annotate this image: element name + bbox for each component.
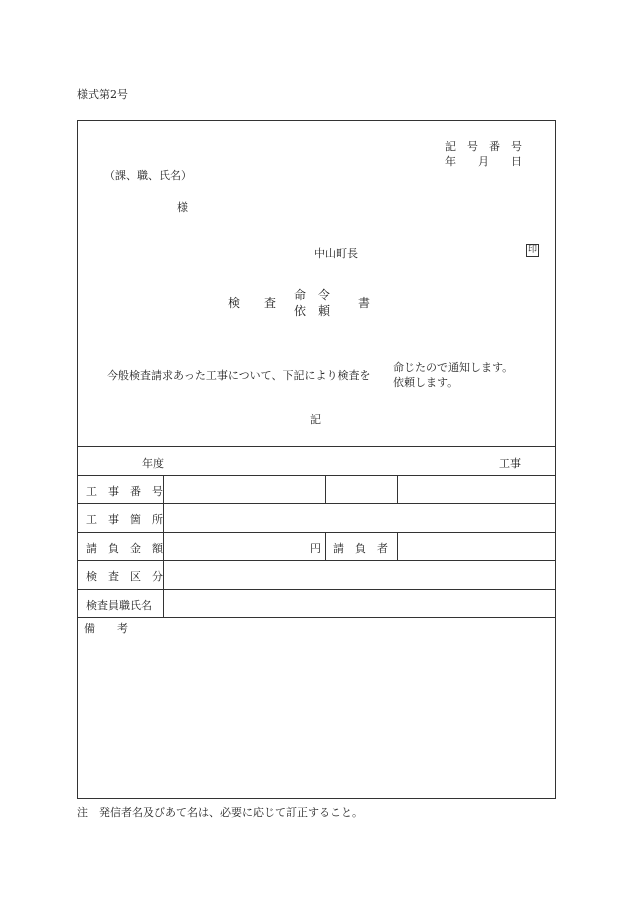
table-divider <box>325 475 326 503</box>
title-option-request: 依 頼 <box>294 304 331 318</box>
row-label-contract-amount: 請 負 金 額 <box>86 542 163 555</box>
yen-unit: 円 <box>310 542 321 555</box>
row-label-inspection-category: 検 査 区 分 <box>86 570 163 583</box>
body-lead-text: 今般検査請求あった工事について、下記により検査を <box>107 369 371 382</box>
row-label-work-location: 工 事 箇 所 <box>86 513 163 526</box>
document-number-label: 記 号 番 号 <box>445 140 522 153</box>
footnote: 注 発信者名及びあて名は、必要に応じて訂正すること。 <box>77 806 363 819</box>
table-line <box>77 446 556 447</box>
body-option-notify: 命じたので通知します。 <box>393 361 514 374</box>
ki-heading: 記 <box>310 413 321 426</box>
table-line <box>77 589 556 590</box>
addressee-note: （課、職、氏名） <box>104 169 192 182</box>
title-option-order: 命 令 <box>294 288 331 302</box>
table-divider <box>397 532 398 560</box>
form-number: 様式第2号 <box>77 88 128 101</box>
row-label-contractor: 請 負 者 <box>333 542 388 555</box>
honorific: 様 <box>177 201 188 214</box>
table-line <box>77 560 556 561</box>
table-line <box>77 532 556 533</box>
table-divider <box>163 475 164 617</box>
table-line <box>77 503 556 504</box>
remarks-label: 備 考 <box>84 622 128 635</box>
table-line <box>77 475 556 476</box>
date-label: 年 月 日 <box>445 155 522 168</box>
work-label: 工事 <box>499 457 521 470</box>
issuer-name: 中山町長 <box>314 247 358 260</box>
fiscal-year-label: 年度 <box>142 457 164 470</box>
seal-stamp: 印 <box>527 245 537 255</box>
row-label-inspector-name: 検査員職氏名 <box>86 599 152 612</box>
table-divider <box>397 475 398 503</box>
title-document: 書 <box>358 296 371 310</box>
body-option-request: 依頼します。 <box>393 376 459 389</box>
table-line <box>77 617 556 618</box>
row-label-work-number: 工 事 番 号 <box>86 485 163 498</box>
title-inspection: 検 査 <box>228 296 277 310</box>
table-divider <box>325 532 326 560</box>
